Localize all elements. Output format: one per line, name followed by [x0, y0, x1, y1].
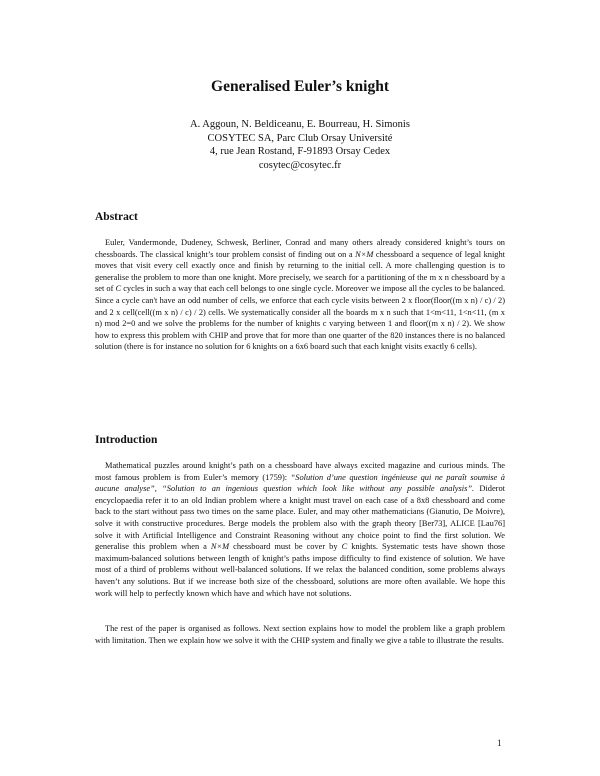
abstract-text-1: Euler, Vandermonde, Dudeney, Schwesk, Berliner, Conrad and many others already considered knight’s tours on chessboards. The classical knight’s tour problem consist of finding out on a — [95, 238, 505, 259]
intro-math-nxm: N×M — [210, 542, 230, 552]
author-address: 4, rue Jean Rostand, F-91893 Orsay Cedex — [209, 146, 391, 157]
intro-text-2: Diderot encyclopaedia refer it to an old Indian problem where a knight must travel on each case of a 8x8 chessboard and come back to the start without pass two times on the same place. Euler, and may other mathematicians (Gianutio, De Moivre), solve it with constructive procedures. Berge models the problem also with the graph theory [Ber73], ALICE [Lau76] solve it with Artificial Intelligence and Constraint Reasoning without any choice point to find the first solution. We generalise this problem when a — [95, 484, 505, 552]
author-names: A. Aggoun, N. Beldiceanu, E. Bourreau, H. Simonis — [190, 119, 410, 130]
abstract-paragraph — [95, 237, 505, 353]
abstract-heading: Abstract — [95, 211, 138, 223]
paper-title: Generalised Euler’s knight — [211, 78, 389, 95]
intro-text-4: knights. Systematic tests have shown those maximum-balanced solutions between length of knight’s paths impose difficulty to find existence of solution. We have most of a third of problems without well-balanced solutions. If we relax the balanced condition, some problems always haven’t any solutions. But if we increase both size of the chessboard, solutions are more often available. We hope this work will help to perfectly known which have and which have not solutions. — [95, 542, 506, 598]
author-affiliation: COSYTEC SA, Parc Club Orsay Université — [207, 132, 393, 144]
page-number: 1 — [497, 738, 502, 748]
introduction-heading: Introduction — [95, 434, 158, 446]
abstract-math-c: C — [115, 284, 122, 294]
abstract-math-nxm: N×M — [355, 249, 374, 259]
intro-euler-quote: “Solution d’une question ingénieuse qui ne paraît soumise à aucune analyse”, “Solution to an ingenious question which look like without any possible analysis”. — [95, 472, 505, 494]
abstract-text-2: chessboard a sequence of legal knight moves that visit every cell exactly once and finish by returning to the initial cell. A more challenging question is to generalise the problem to more than one knight. More precisely, we search for a partitioning of the m x n chessboard by a set of — [95, 249, 505, 294]
abstract-text-3: cycles in such a way that each cell belongs to one single cycle. Moreover we impose all the cycles to be balanced. Since a cycle can't have an odd number of cells, we enforce that each cycle visits between 2 x floor(floor((m x n) / c) / 2) and 2 x cell(cell((m x n) / c) / 2) cells. We systematically consider all the boards m x n such that 1<m<11, 1<n<11, (m x n) mod 2=0 and we solve the problems for the number of knights c varying between 1 and floor((m x n) / 2). We show how to express this problem with CHIP and prove that for more than one quarter of the 820 instances there is no balanced solution (there is for instance no solution for 6 knights on a 6x6 board such that each knight visits exactly 6 cells). — [95, 284, 506, 352]
author-email: cosytec@cosytec.fr — [258, 159, 342, 171]
introduction-paragraph-2: The rest of the paper is organised as follows. Next section explains how to model the problem like a graph problem with limitation. Then we explain how we solve it with the CHIP system and finally we give a table to illustrate the results. — [95, 624, 505, 645]
intro-text-3: chessboard must be cover by — [233, 542, 338, 552]
intro-text-1: Mathematical puzzles around knight’s path on a chessboard have always excited magazine and curious minds. The most famous problem is from Euler’s memory (1759): — [95, 461, 505, 482]
introduction-paragraph-1 — [95, 460, 505, 599]
intro-math-c: C — [341, 542, 348, 552]
author-block — [0, 118, 600, 172]
